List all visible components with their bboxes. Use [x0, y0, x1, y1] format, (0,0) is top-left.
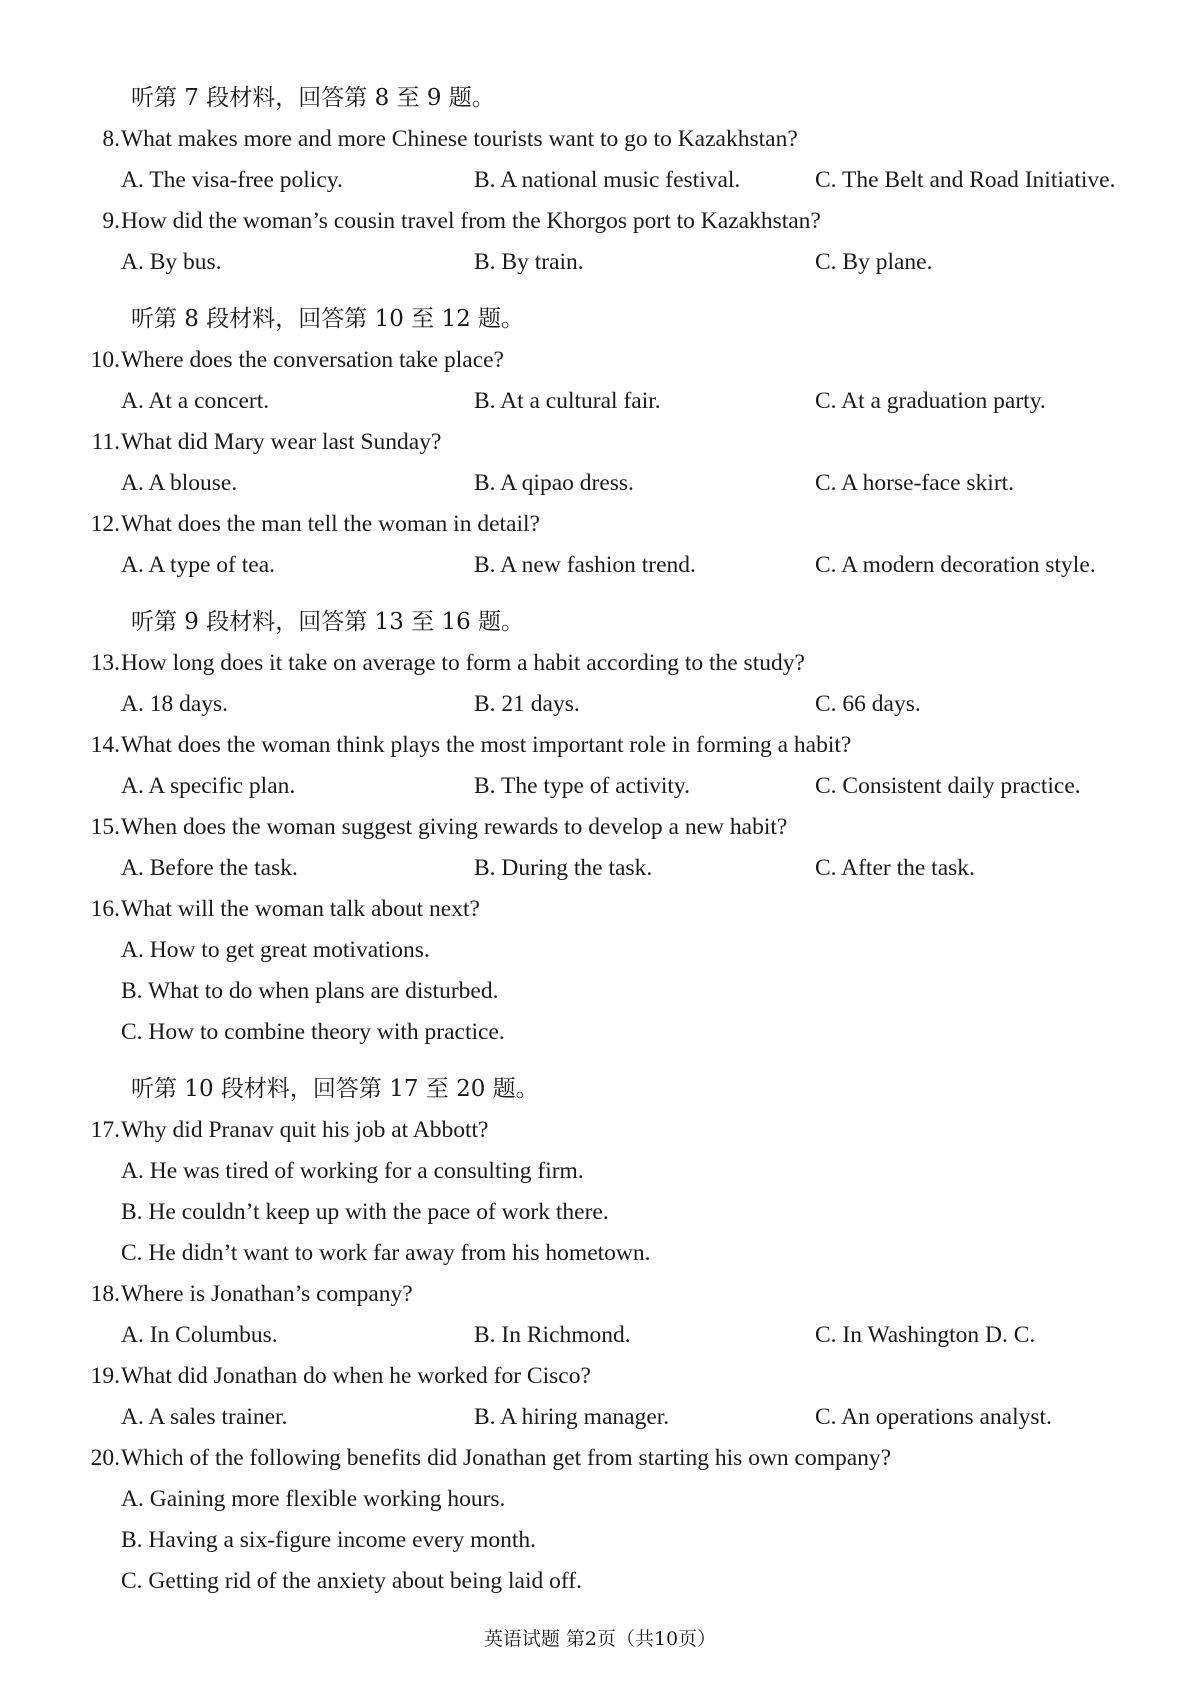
option-b: B. In Richmond.	[474, 1322, 631, 1348]
question-stem	[0, 1110, 1200, 1151]
question-item	[0, 1110, 1200, 1274]
option-row	[0, 1315, 1200, 1356]
option-a: A. By bus.	[121, 249, 222, 275]
option-b: B. He couldn’t keep up with the pace of work there.	[121, 1199, 609, 1225]
question-item	[0, 1356, 1200, 1438]
question-number: 8.	[102, 126, 120, 152]
question-text: What did Mary wear last Sunday?	[121, 429, 442, 455]
option-row	[0, 381, 1200, 422]
option-b: B. A new fashion trend.	[474, 552, 696, 578]
question-stem	[0, 807, 1200, 848]
option-a: A. A type of tea.	[121, 552, 276, 578]
question-number: 18.	[90, 1281, 120, 1307]
option-a: A. A blouse.	[121, 470, 238, 496]
option-b: B. A hiring manager.	[474, 1404, 670, 1430]
question-item	[0, 643, 1200, 725]
question-content	[0, 78, 1200, 1602]
option-row	[0, 1151, 1200, 1192]
option-a: A. In Columbus.	[121, 1322, 278, 1348]
question-number: 17.	[90, 1117, 120, 1143]
question-item	[0, 807, 1200, 889]
listening-section	[0, 1069, 1200, 1602]
question-item	[0, 725, 1200, 807]
question-item	[0, 119, 1200, 201]
question-stem	[0, 725, 1200, 766]
section-heading: 听第 8 段材料，回答第 10 至 12 题。	[131, 306, 525, 332]
section-heading: 听第 7 段材料，回答第 8 至 9 题。	[131, 85, 495, 111]
question-number: 11.	[91, 429, 120, 455]
option-b: B. The type of activity.	[474, 773, 691, 799]
option-a: A. How to get great motivations.	[121, 937, 430, 963]
question-stem	[0, 119, 1200, 160]
question-item	[0, 340, 1200, 422]
section-spacer	[0, 283, 1200, 299]
option-row	[0, 766, 1200, 807]
question-item	[0, 889, 1200, 1053]
question-item	[0, 1274, 1200, 1356]
option-row	[0, 1397, 1200, 1438]
option-row	[0, 1192, 1200, 1233]
page-footer: 英语试题 第2页（共10页）	[483, 1628, 717, 1650]
question-number: 15.	[90, 814, 120, 840]
question-stem	[0, 422, 1200, 463]
question-number: 14.	[90, 732, 120, 758]
option-c: C. A modern decoration style.	[815, 552, 1096, 578]
option-row	[0, 1561, 1200, 1602]
option-row	[0, 684, 1200, 725]
section-spacer	[0, 586, 1200, 602]
section-heading: 听第 10 段材料，回答第 17 至 20 题。	[131, 1076, 539, 1102]
option-a: A. Gaining more flexible working hours.	[121, 1486, 506, 1512]
option-c: C. The Belt and Road Initiative.	[815, 167, 1116, 193]
option-c: C. An operations analyst.	[815, 1404, 1052, 1430]
option-a: A. He was tired of working for a consulting firm.	[121, 1158, 584, 1184]
question-item	[0, 422, 1200, 504]
question-text: What does the man tell the woman in detail?	[121, 511, 540, 537]
section-heading: 听第 9 段材料，回答第 13 至 16 题。	[131, 609, 525, 635]
question-stem	[0, 1438, 1200, 1479]
question-text: Where does the conversation take place?	[121, 347, 504, 373]
question-stem	[0, 889, 1200, 930]
question-number: 19.	[90, 1363, 120, 1389]
option-a: A. Before the task.	[121, 855, 298, 881]
question-number: 20.	[90, 1445, 120, 1471]
question-text: What will the woman talk about next?	[121, 896, 480, 922]
option-c: C. He didn’t want to work far away from his hometown.	[121, 1240, 651, 1266]
option-row	[0, 463, 1200, 504]
option-b: B. At a cultural fair.	[474, 388, 661, 414]
option-b: B. During the task.	[474, 855, 653, 881]
option-c: C. 66 days.	[815, 691, 921, 717]
question-text: What did Jonathan do when he worked for Cisco?	[121, 1363, 591, 1389]
option-b: B. 21 days.	[474, 691, 580, 717]
question-text: How long does it take on average to form a habit according to the study?	[121, 650, 805, 676]
question-number: 12.	[90, 511, 120, 537]
option-row	[0, 1012, 1200, 1053]
question-item	[0, 201, 1200, 283]
listening-section	[0, 78, 1200, 283]
question-number: 10.	[90, 347, 120, 373]
question-number: 9.	[102, 208, 120, 234]
question-text: Which of the following benefits did Jonathan get from starting his own company?	[121, 1445, 892, 1471]
question-number: 16.	[90, 896, 120, 922]
section-spacer	[0, 1053, 1200, 1069]
option-row	[0, 848, 1200, 889]
question-stem	[0, 643, 1200, 684]
question-stem	[0, 340, 1200, 381]
option-c: C. A horse-face skirt.	[815, 470, 1015, 496]
option-c: C. By plane.	[815, 249, 933, 275]
option-row	[0, 1520, 1200, 1561]
question-stem	[0, 1356, 1200, 1397]
option-a: A. 18 days.	[121, 691, 229, 717]
option-b: B. A national music festival.	[474, 167, 741, 193]
option-row	[0, 545, 1200, 586]
option-b: B. What to do when plans are disturbed.	[121, 978, 499, 1004]
option-row	[0, 1233, 1200, 1274]
option-a: A. The visa-free policy.	[121, 167, 343, 193]
question-number: 13.	[90, 650, 120, 676]
option-c: C. After the task.	[815, 855, 975, 881]
option-row	[0, 160, 1200, 201]
option-row	[0, 242, 1200, 283]
option-row	[0, 930, 1200, 971]
question-stem	[0, 504, 1200, 545]
option-b: B. Having a six-figure income every month.	[121, 1527, 537, 1553]
question-item	[0, 1438, 1200, 1602]
option-c: C. Consistent daily practice.	[815, 773, 1081, 799]
option-b: B. A qipao dress.	[474, 470, 634, 496]
listening-section	[0, 299, 1200, 586]
question-text: What makes more and more Chinese tourists want to go to Kazakhstan?	[121, 126, 798, 152]
option-c: C. Getting rid of the anxiety about being laid off.	[121, 1568, 582, 1594]
option-row	[0, 1479, 1200, 1520]
option-row	[0, 971, 1200, 1012]
question-text: When does the woman suggest giving rewards to develop a new habit?	[121, 814, 788, 840]
question-item	[0, 504, 1200, 586]
option-c: C. How to combine theory with practice.	[121, 1019, 505, 1045]
option-a: A. A specific plan.	[121, 773, 296, 799]
question-stem	[0, 201, 1200, 242]
option-c: C. In Washington D. C.	[815, 1322, 1036, 1348]
question-text: Why did Pranav quit his job at Abbott?	[121, 1117, 489, 1143]
question-text: Where is Jonathan’s company?	[121, 1281, 413, 1307]
option-c: C. At a graduation party.	[815, 388, 1046, 414]
question-text: What does the woman think plays the most important role in forming a habit?	[121, 732, 852, 758]
question-stem	[0, 1274, 1200, 1315]
question-text: How did the woman’s cousin travel from the Khorgos port to Kazakhstan?	[121, 208, 821, 234]
option-a: A. A sales trainer.	[121, 1404, 288, 1430]
option-a: A. At a concert.	[121, 388, 270, 414]
listening-section	[0, 602, 1200, 1053]
option-b: B. By train.	[474, 249, 584, 275]
